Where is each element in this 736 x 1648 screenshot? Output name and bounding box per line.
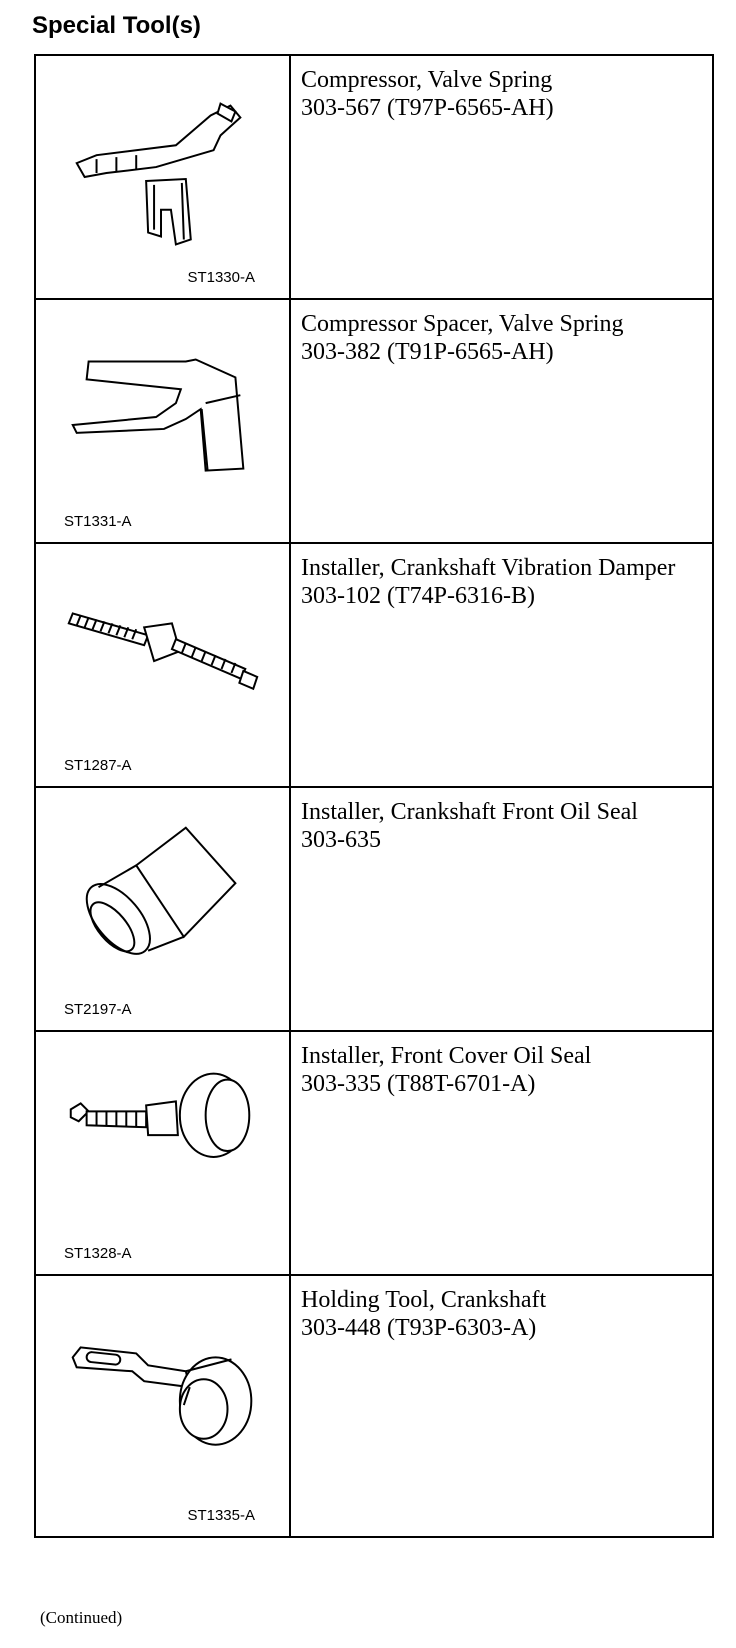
- tool-number: 303-102 (T74P-6316-B): [301, 583, 535, 609]
- continued-note: (Continued): [40, 1608, 123, 1627]
- tool-name: Installer, Crankshaft Front Oil Seal: [301, 799, 638, 825]
- special-tools-table: [34, 54, 714, 1538]
- tool-code: ST1330-A: [187, 269, 255, 286]
- crankshaft-holding-tool-icon: [36, 1276, 289, 1536]
- page-title: Special Tool(s): [32, 12, 201, 39]
- tool-number: 303-635: [301, 827, 381, 853]
- tool-description: [290, 299, 713, 543]
- compressor-spacer-icon: [36, 300, 289, 542]
- seal-installer-icon: [36, 788, 289, 1030]
- tool-description: [290, 787, 713, 1031]
- tool-number: 303-567 (T97P-6565-AH): [301, 95, 554, 121]
- tool-name: Installer, Crankshaft Vibration Damper: [301, 555, 676, 581]
- tool-code: ST1287-A: [64, 757, 132, 774]
- tool-illustration-cell: [35, 787, 290, 1031]
- tool-description: [290, 1275, 713, 1537]
- tool-number: 303-335 (T88T-6701-A): [301, 1071, 536, 1097]
- table-row: [35, 1275, 713, 1537]
- tool-name: Compressor Spacer, Valve Spring: [301, 311, 624, 337]
- tool-illustration-cell: [35, 299, 290, 543]
- table-row: [35, 299, 713, 543]
- tool-code: ST1328-A: [64, 1245, 132, 1262]
- tool-illustration-cell: [35, 55, 290, 299]
- threaded-installer-icon: [36, 544, 289, 786]
- tool-code: ST2197-A: [64, 1001, 132, 1018]
- table-row: [35, 55, 713, 299]
- table-row: [35, 1031, 713, 1275]
- tool-illustration-cell: [35, 1275, 290, 1537]
- tool-code: ST1331-A: [64, 513, 132, 530]
- valve-spring-compressor-icon: [36, 56, 289, 298]
- tool-number: 303-448 (T93P-6303-A): [301, 1315, 537, 1341]
- tool-illustration-cell: [35, 543, 290, 787]
- cover-seal-installer-icon: [36, 1032, 289, 1274]
- tool-name: Holding Tool, Crankshaft: [301, 1287, 547, 1313]
- tool-name: Compressor, Valve Spring: [301, 67, 553, 93]
- tool-description: [290, 1031, 713, 1275]
- tool-name: Installer, Front Cover Oil Seal: [301, 1043, 592, 1069]
- tool-number: 303-382 (T91P-6565-AH): [301, 339, 554, 365]
- table-row: [35, 543, 713, 787]
- tool-description: [290, 55, 713, 299]
- tool-code: ST1335-A: [187, 1507, 255, 1524]
- tool-illustration-cell: [35, 1031, 290, 1275]
- tool-description: [290, 543, 713, 787]
- table-row: [35, 787, 713, 1031]
